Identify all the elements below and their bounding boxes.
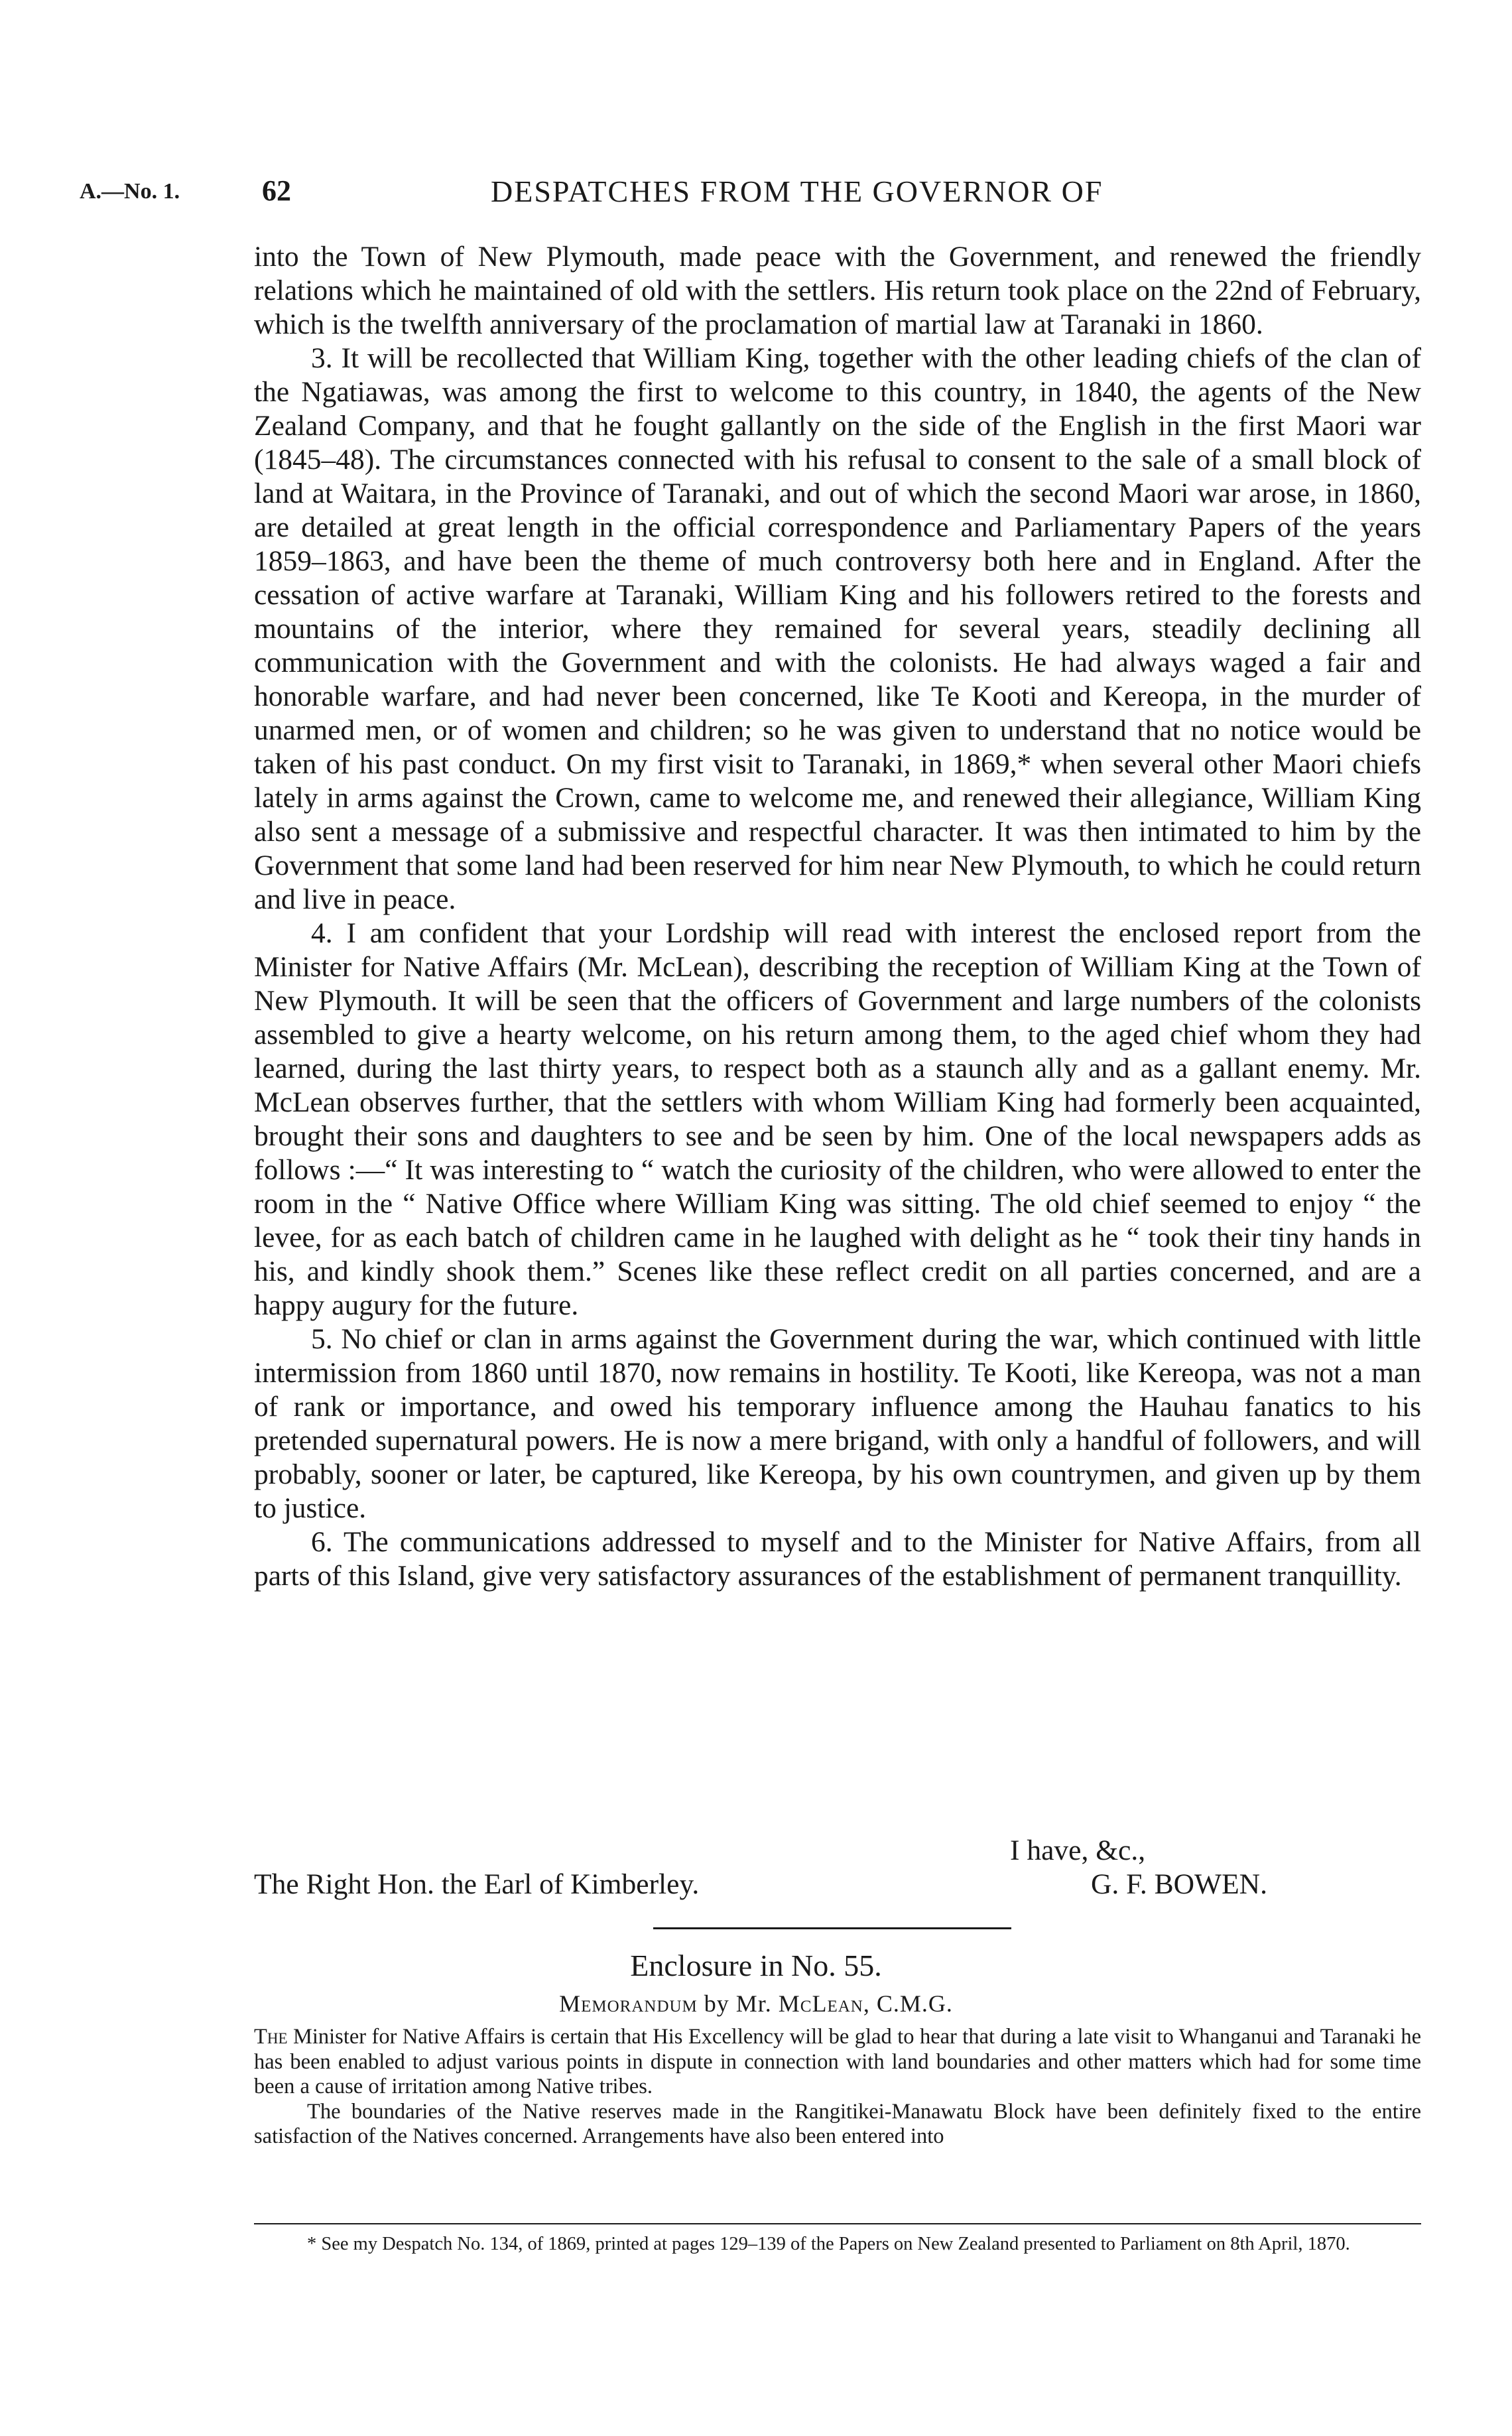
memo-lead-word: The [254,2025,288,2049]
running-title: DESPATCHES FROM THE GOVERNOR OF [491,174,1103,208]
paragraph-continuation: into the Town of New Plymouth, made peace with the Government, and renewed the friendly relations which he maintained of old with the settlers. His return took place on the 22nd of February, which is the twelfth anniversary of the proclamation of martial law at Taranaki in 1860. [254,241,1421,340]
page-header [80,174,1439,214]
signature: G. F. BOWEN. [1091,1868,1267,1900]
valediction: I have, &c., [1010,1834,1146,1866]
paragraph-4: 4. I am confident that your Lordship will read with interest the enclosed report from the Minister for Native Affairs (Mr. McLean), describing the reception of William King at the Town of New Plymouth. It will be seen that the officers of Government and large numbers of the colonists assembled to give a hearty welcome, on his return among them, to the aged chief whom they had learned, during the last thirty years, to respect both as a staunch ally and as a gallant enemy. Mr. McLean observes further, that the settlers with whom William King had formerly been acquainted, brought their sons and daughters to see and be seen by him. One of the local newspapers adds as follows :—“ It was interesting to “ watch the curiosity of the children, who were allowed to enter the room in the “ Native Office where William King was sitting. The old chief seemed to enjoy “ the levee, for as each batch of children came in he laughed with delight as he “ took their tiny hands in his, and kindly shook them.” Scenes like these reflect credit on all parties concerned, and are a happy augury for the future. [254,917,1421,1321]
paper-reference: A.—No. 1. [80,179,180,204]
memorandum-author: McLean [778,1990,863,2017]
paragraph-5: 5. No chief or clan in arms against the Government during the war, which continued with little intermission from 1860 until 1870, now remains in hostility. Te Kooti, like Kereopa, was not a man of rank or importance, and owed his temporary influence among the Hauhau fanatics to his pretended supernatural powers. He is now a mere brigand, with only a handful of followers, and will probably, sooner or later, be captured, like Kereopa, by his own countrymen, and given up by them to justice. [254,1323,1421,1524]
page-number: 62 [262,174,291,207]
memorandum-label: Memorandum [559,1990,698,2017]
section-divider [653,1927,1011,1929]
memo-paragraph-2: The boundaries of the Native reserves made in the Rangitikei-Manawatu Block have been definitely fixed to the entire satisfaction of the Natives concerned. Arrangements have also been entered into [254,2099,1421,2148]
memorandum-by: by Mr. [704,1990,772,2017]
paragraph-3: 3. It will be recollected that William King, together with the other leading chiefs of the clan of the Ngatiawas, was among the first to welcome to this country, in 1840, the agents of the New Zealand Company, and that he fought gallantly on the side of the English in the first Maori war (1845–48). The circumstances connected with his refusal to consent to the sale of a small block of land at Waitara, in the Province of Taranaki, and out of which the second Maori war arose, in 1860, are detailed at great length in the official correspondence and Parliamentary Papers of the years 1859–1863, and have been the theme of much controversy both here and in England. After the cessation of active warfare at Taranaki, William King and his followers retired to the forests and mountains of the interior, where they remained for several years, steadily declining all communication with the Government and with the colonists. He had always waged a fair and honorable warfare, and had never been concerned, like Te Kooti and Kereopa, in the murder of unarmed men, or of women and children; so he was given to understand that no notice would be taken of his past conduct. On my first visit to Taranaki, in 1869,* when several other Maori chiefs lately in arms against the Crown, came to welcome me, and renewed their allegiance, William King also sent a message of a submissive and respectful character. It was then intimated to him by the Government that some land had been reserved for him near New Plymouth, to which he could return and live in peace. [254,342,1421,915]
paragraph-6: 6. The communications addressed to myself and to the Minister for Native Affairs, from all parts of this Island, give very satisfactory assurances of the establishment of permanent tranquillity. [254,1526,1421,1592]
despatch-body [254,240,1421,1593]
memorandum-body [254,2025,1421,2149]
footnote-divider [254,2223,1421,2224]
memorandum-suffix: , C.M.G. [863,1990,953,2017]
memo-paragraph-1-text: Minister for Native Affairs is certain that His Excellency will be glad to hear that during a late visit to Whanganui and Taranaki he has been enabled to adjust various points in dispute in connection with land boundaries and other matters which had for some time been a cause of irritation among Native tribes. [254,2025,1421,2098]
footnote: * See my Despatch No. 134, of 1869, printed at pages 129–139 of the Papers on New Zealand presented to Parliament on 8th April, 1870. [307,2234,1350,2254]
addressee: The Right Hon. the Earl of Kimberley. [254,1868,700,1900]
memorandum-heading [0,1990,1512,2018]
enclosure-title: Enclosure in No. 55. [630,1949,882,1982]
letter-closing [254,1834,1421,1901]
memo-paragraph-1 [254,2025,1421,2100]
